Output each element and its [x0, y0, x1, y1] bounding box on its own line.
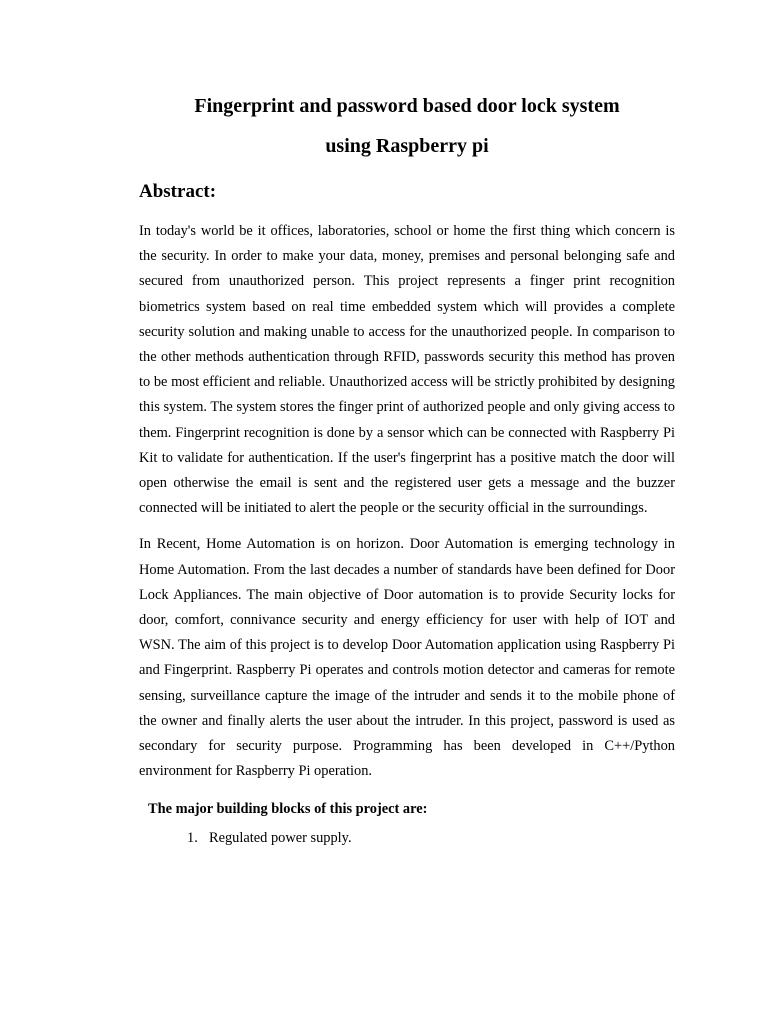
list-item	[187, 826, 675, 851]
building-blocks-list	[139, 826, 675, 851]
building-blocks-heading: The major building blocks of this project are:	[148, 801, 428, 818]
list-item-number: 1.	[187, 830, 198, 847]
abstract-heading: Abstract:	[139, 181, 217, 202]
title-line-1: Fingerprint and password based door lock system	[194, 95, 620, 117]
title-line-2: using Raspberry pi	[325, 135, 489, 157]
abstract-paragraph-2: In Recent, Home Automation is on horizon. Door Automation is emerging technology in Home Automation. From the last decades a number of standards have been defined for Door Lock Appliances. The main objective of Door automation is to provide Security locks for door, comfort, connivance security and energy efficiency for user with help of IOT and WSN. The aim of this project is to develop Door Automation application using Raspberry Pi and Fingerprint. Raspberry Pi operates and controls motion detector and cameras for remote sensing, surveillance capture the image of the intruder and sends it to the mobile phone of the owner and finally alerts the user about the intruder. In this project, password is used as secondary for security purpose. Programming has been developed in C++/Python environment for Raspberry Pi operation.	[139, 536, 675, 780]
document-title	[139, 86, 675, 166]
list-item-text: Regulated power supply.	[209, 830, 352, 847]
abstract-paragraph-1: In today's world be it offices, laboratories, school or home the first thing which concern is the security. In order to make your data, money, premises and personal belonging safe and secured from unauthorized person. This project represents a finger print recognition biometrics system based on real time embedded system which will provides a complete security solution and making unable to access for the unauthorized people. In comparison to the other methods authentication through RFID, passwords security this method has proven to be most efficient and reliable. Unauthorized access will be strictly prohibited by designing this system. The system stores the finger print of authorized people and only giving access to them. Fingerprint recognition is done by a sensor which can be connected with Raspberry Pi Kit to validate for authentication. If the user's fingerprint has a positive match the door will open otherwise the email is sent and the registered user gets a message and the buzzer connected will be initiated to alert the people or the security official in the surroundings.	[139, 223, 675, 517]
